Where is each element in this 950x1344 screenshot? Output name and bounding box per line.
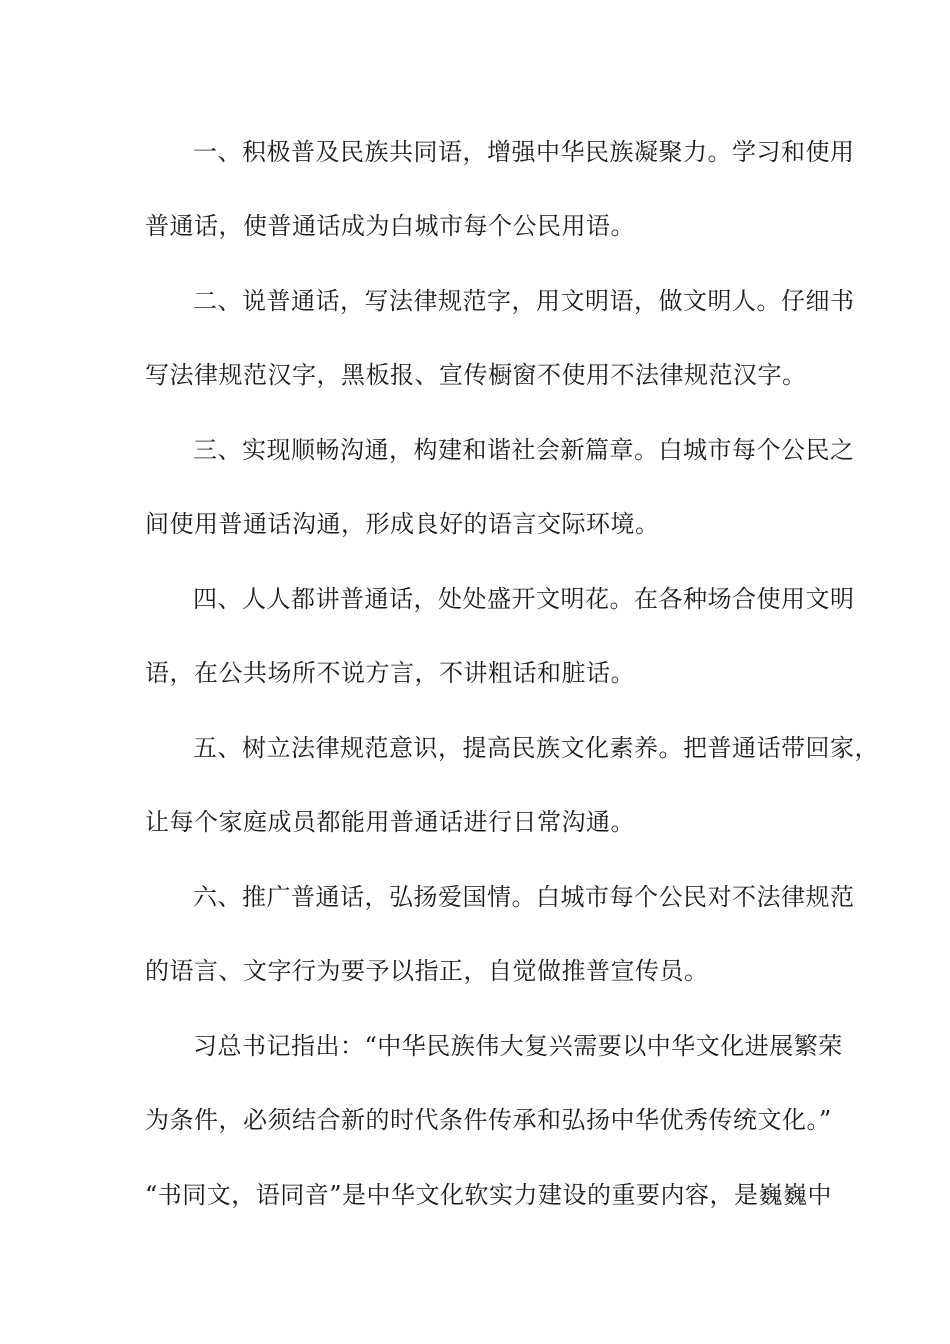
paragraph-3-line-1: 三、实现顺畅沟通，构建和谐社会新篇章。白城市每个公民之 bbox=[193, 436, 855, 464]
paragraph-3-line-2: 间使用普通话沟通，形成良好的语言交际环境。 bbox=[145, 510, 660, 538]
paragraph-4-line-1: 四、人人都讲普通话，处处盛开文明花。在各种场合使用文明 bbox=[193, 585, 855, 613]
paragraph-5-line-1: 五、树立法律规范意识，提高民族文化素养。把普通话带回家， bbox=[193, 734, 879, 762]
paragraph-4-line-2: 语，在公共场所不说方言，不讲粗话和脏话。 bbox=[145, 659, 635, 687]
paragraph-7-line-3: “书同文，语同音”是中华文化软实力建设的重要内容，是巍巍中 bbox=[145, 1181, 833, 1209]
paragraph-1-line-2: 普通话，使普通话成为白城市每个公民用语。 bbox=[145, 212, 635, 240]
paragraph-2-line-2: 写法律规范汉字，黑板报、宣传橱窗不使用不法律规范汉字。 bbox=[145, 361, 807, 389]
paragraph-2-line-1: 二、说普通话，写法律规范字，用文明语，做文明人。仔细书 bbox=[193, 287, 855, 315]
paragraph-7-line-2: 为条件，必须结合新的时代条件传承和弘扬中华优秀传统文化。” bbox=[145, 1106, 832, 1134]
paragraph-7-line-1: 习总书记指出：“中华民族伟大复兴需要以中华文化进展繁荣 bbox=[193, 1032, 843, 1060]
paragraph-6-line-1: 六、推广普通话，弘扬爱国情。白城市每个公民对不法律规范 bbox=[193, 883, 855, 911]
paragraph-1-line-1: 一、积极普及民族共同语，增强中华民族凝聚力。学习和使用 bbox=[193, 138, 855, 166]
paragraph-6-line-2: 的语言、文字行为要予以指正，自觉做推普宣传员。 bbox=[145, 957, 709, 985]
paragraph-5-line-2: 让每个家庭成员都能用普通话进行日常沟通。 bbox=[145, 808, 635, 836]
